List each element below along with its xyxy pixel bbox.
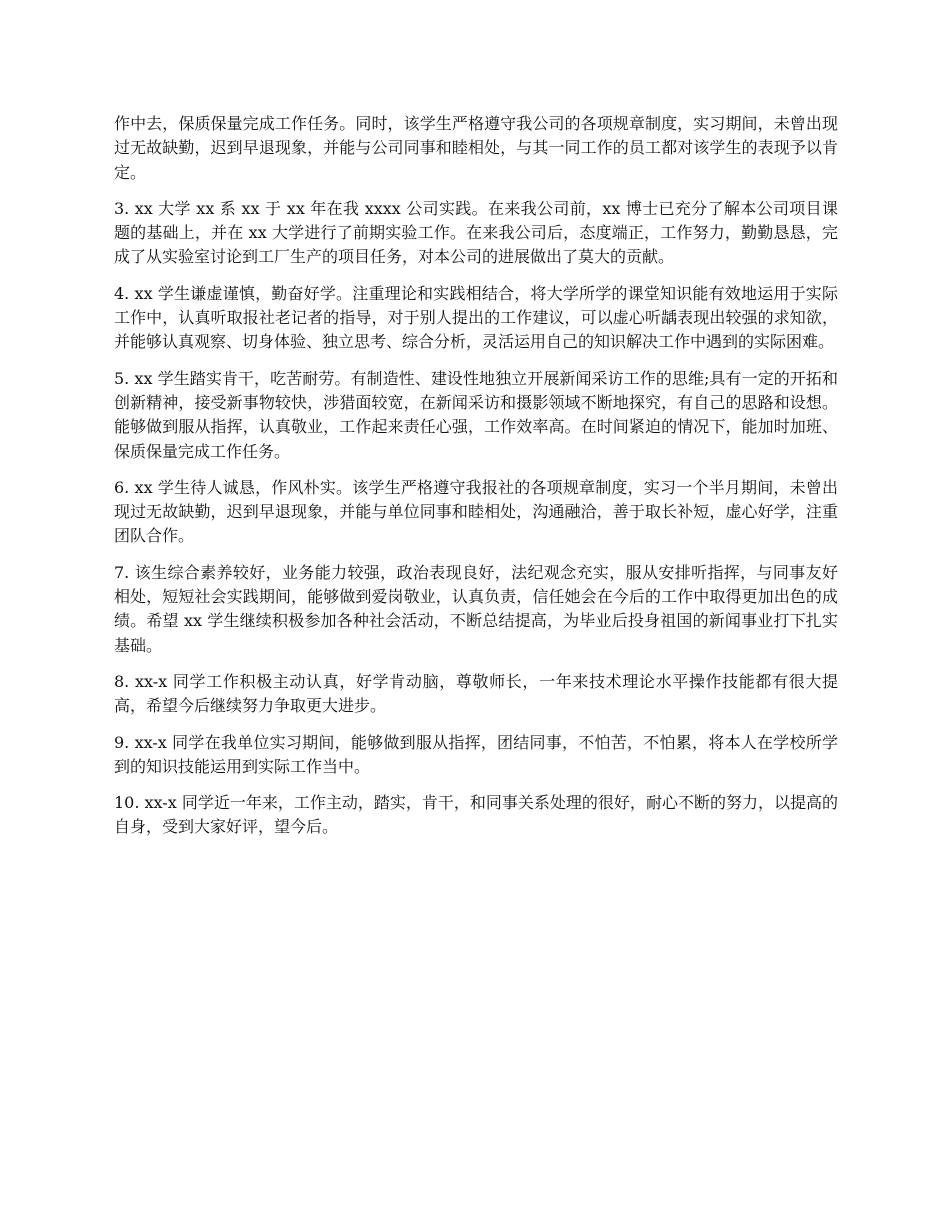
paragraph-item-10: 10. xx-x 同学近一年来，工作主动，踏实，肯干，和同事关系处理的很好，耐心不断的努力，以提高的自身，受到大家好评，望今后。 bbox=[114, 793, 838, 837]
paragraph-item-4: 4. xx 学生谦虚谨慎，勤奋好学。注重理论和实践相结合，将大学所学的课堂知识能有效地运用于实际工作中，认真听取报社老记者的指导，对于别人提出的工作建议，可以虚心听龋表现出较强的求知欲，并能够认真观察、切身体验、独立思考、综合分析，灵活运用自己的知识解决工作中遇到的实际困难。 bbox=[114, 283, 838, 352]
paragraph-item-7: 7. 该生综合素养较好，业务能力较强，政治表现良好，法纪观念充实，服从安排听指挥，与同事友好相处，短短社会实践期间，能够做到爱岗敬业，认真负责，信任她会在今后的工作中取得更加出色的成绩。希望 xx 学生继续积极参加各种社会活动，不断总结提高，为毕业后投身祖国的新闻事业打下扎实基础。 bbox=[114, 562, 838, 655]
paragraph-item-6: 6. xx 学生待人诚恳，作风朴实。该学生严格遵守我报社的各项规章制度，实习一个半月期间，未曾出现过无故缺勤，迟到早退现象，并能与单位同事和睦相处，沟通融洽，善于取长补短，虚心好学，注重团队合作。 bbox=[114, 477, 838, 546]
document-page bbox=[114, 112, 838, 852]
paragraph-item-9: 9. xx-x 同学在我单位实习期间，能够做到服从指挥，团结同事，不怕苦，不怕累，将本人在学校所学到的知识技能运用到实际工作当中。 bbox=[114, 732, 838, 776]
paragraph-item-8: 8. xx-x 同学工作积极主动认真，好学肯动脑，尊敬师长，一年来技术理论水平操作技能都有很大提高，希望今后继续努力争取更大进步。 bbox=[114, 671, 838, 716]
paragraph-item-3: 3. xx 大学 xx 系 xx 于 xx 年在我 xxxx 公司实践。在来我公司前，xx 博士已充分了解本公司项目课题的基础上，并在 xx 大学进行了前期实验工作。在来我公司后，态度端正，工作努力，勤勤恳恳，完成了从实验室讨论到工厂生产的项目任务，对本公司的进展做出了莫大的贡献。 bbox=[114, 198, 838, 267]
paragraph-continuation: 作中去，保质保量完成工作任务。同时，该学生严格遵守我公司的各项规章制度，实习期间，未曾出现过无故缺勤，迟到早退现象，并能与公司同事和睦相处，与其一同工作的员工都对该学生的表现予以肯定。 bbox=[114, 114, 838, 182]
paragraph-item-5: 5. xx 学生踏实肯干，吃苦耐劳。有制造性、建设性地独立开展新闻采访工作的思维;具有一定的开拓和创新精神，接受新事物较快，涉猎面较宽，在新闻采访和摄影领域不断地探究，有自己的思路和设想。能够做到服从指挥，认真敬业，工作起来责任心强，工作效率高。在时间紧迫的情况下，能加时加班、保质保量完成工作任务。 bbox=[114, 368, 838, 461]
